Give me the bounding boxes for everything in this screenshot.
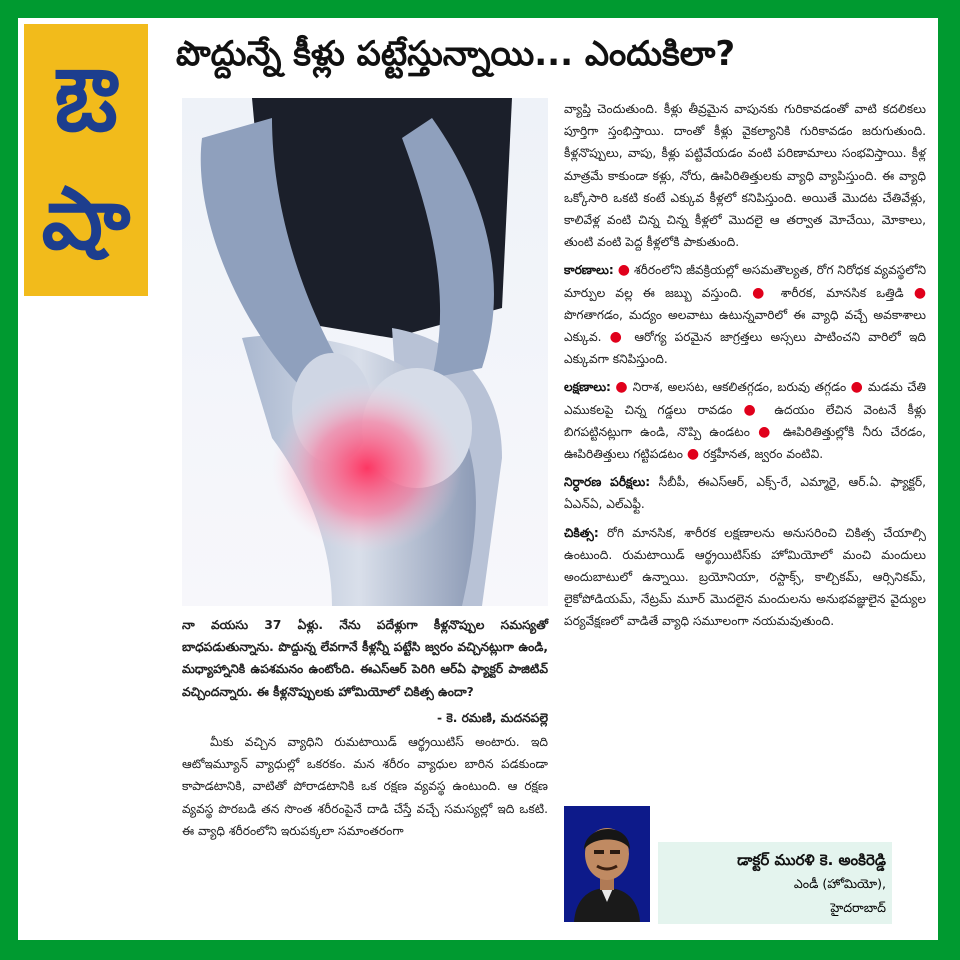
symptom-item: నిరాశ, అలసట, ఆకలితగ్గడం, బరువు తగ్గడం [632,380,847,395]
bullet-icon: ● [913,284,927,301]
causes-label: కారణాలు: [564,263,614,278]
answer-intro: మీకు వచ్చిన వ్యాధిని రుమటాయిడ్ ఆర్థ్రయిటిస్ అంటారు. ఇది ఆటోఇమ్యూన్ వ్యాధుల్లో ఒకరకం. మన శరీరం వ్యాధుల బారిన పడకుండా కాపాడటానికి, వాటితో పోరాడటానికి ఒక రక్షణ వ్యవస్థ ఉంటుంది. ఆ రక్షణ వ్యవస్థ పొరబడి తన సొంత శరీరంపైనే దాడి చేస్తే వచ్చే సమస్యల్లో ఇది ఒకటి. ఈ వ్యాధి శరీరంలోని ఇరుపక్కలా సమాంతరంగా [182,735,548,838]
author-degree: ఎండీ (హోమియో), [793,876,886,891]
treatment-text: రోగి మానసిక, శారీరక లక్షణాలను అనుసరించి చికిత్స చేయాల్సి ఉంటుంది. రుమటాయిడ్ ఆర్థ్రయిటిస్‌కు హోమియోలో మంచి మందులు అందుబాటులో ఉన్నాయి. బ్రయోనియా, రస్టాక్స్, కాల్చికమ్, ఆర్సినికమ్, లైకోపోడియమ్, నేట్రమ్ మూర్ మొదలైన మందులను అనుభవజ్ఞులైన వైద్యుల పర్యవేక్షణలో వాడితే వ్యాధి సమూలంగా నయమవుతుంది. [564,525,927,629]
symptoms-label: లక్షణాలు: [564,380,611,395]
headline: పొద్దున్నే కీళ్లు పట్టేస్తున్నాయి... ఎందుకిలా? [176,34,736,74]
treatment-section [564,522,926,633]
cause-item: శరీరంలోని జీవక్రియల్లో అసమతౌల్యత, రోగ నిరోధక వ్యవస్థలోని మార్పుల వల్ల ఈ జబ్బు వస్తుంది. [564,263,927,300]
bullet-icon: ● [850,379,864,396]
knee-pain-photo [182,98,548,606]
author-city: హైదరాబాద్ [830,900,886,915]
bullet-icon: ● [752,284,771,301]
cause-item: పొగతాగడం, మద్యం అలవాటు ఉటున్నవారిలో ఈ వ్యాధి వచ్చే అవకాశాలు ఎక్కువ. [564,307,926,345]
knee-illustration [182,98,548,606]
tests-label: నిర్ధారణ పరీక్షలు: [564,475,651,490]
reader-signature: - కె. రమణి, మదనపల్లె [437,710,548,725]
symptom-item: ఊపిరితిత్తుల్లోకి నీరు చేరడం, ఊపిరితిత్తులు గట్టిపడటం [564,424,927,462]
bullet-icon: ● [609,329,627,346]
bullet-icon: ● [615,379,629,396]
author-portrait [564,806,650,922]
author-photo [564,806,650,922]
article-page [18,18,938,940]
column-badge [24,24,148,296]
cause-item: శారీరక, మానసిక ఒత్తిడి [780,285,904,300]
reader-question: నా వయసు 37 ఏళ్లు. నేను పదేళ్లుగా కీళ్లనొప్పుల సమస్యతో బాధపడుతున్నాను. పొద్దున్న లేవగానే కీళ్లన్నీ పట్టేసి జ్వరం వచ్చినట్లుగా ఉండి, మధ్యాహ్నానికి ఉపశమనం ఉంటోంది. ఈఎస్ఆర్ పెరిగి ఆర్ఏ ఫ్యాక్టర్ పాజిటివ్ వచ్చిందన్నారు. ఈ కీళ్లనొప్పులకు హోమియోలో చికిత్స ఉందా? [182,618,548,699]
causes-section [564,259,926,370]
bullet-icon: ● [617,262,631,279]
badge-char-2: షా [41,169,131,269]
author-name: డాక్టర్ మురళి కె. అంకిరెడ్డి [737,851,886,869]
answer-continued: వ్యాప్తి చెందుతుంది. కీళ్లు తీవ్రమైన వాపునకు గురికావడంతో వాటి కదలికలు పూర్తిగా స్తంభిస్తాయి. దాంతో కీళ్లు వైకల్యానికి గురికావడం జరుగుతుంది. కీళ్లనొప్పులు, వాపు, కీళ్లు పట్టివేయడం వంటి పరిణామాలు సంభవిస్తాయి. కీళ్ల మాత్రమే కాకుండా కళ్లు, నోరు, ఊపిరితిత్తులకు వ్యాధి వ్యాపిస్తుంది. ఈ వ్యాధి ఒక్కోసారి ఒకటి కంటే ఎక్కువ కీళ్లలో కనిపిస్తుంది. అయితే మొదట చేతివేళ్లు, కాలివేళ్ల వంటి చిన్న చిన్న కీళ్లలో మొదలై ఆ తర్వాత మోచేయి, మోకాలు, తుంటి వంటి పెద్ద కీళ్లలోకి పాకుతుంది. [564,102,926,250]
answer-column [564,98,926,639]
treatment-label: చికిత్స: [564,525,599,540]
symptom-item: మడమ చేతి ఎముకలపై చిన్న గడ్డలు రావడం [564,380,927,417]
symptom-item: ఉదయం లేచిన వెంటనే కీళ్లు బిగపట్టినట్లుగా ఉండి, నొప్పి ఉండటం [564,402,926,439]
bullet-icon: ● [686,446,700,463]
tests-section [564,471,926,515]
question-answer-column [182,614,548,842]
cause-item: ఆరోగ్య పరమైన జాగ్రత్తలు అస్సలు పాటించని వారిలో ఇది ఎక్కువగా కనిపిస్తుంది. [564,330,926,367]
symptom-item: రక్తహీనత, జ్వరం వంటివి. [702,447,824,462]
symptoms-section [564,376,926,465]
tests-text: సీబీపీ, ఈఎస్ఆర్, ఎక్స్-రే, ఎమ్మారై, ఆర్.ఏ. ఫ్యాక్టర్, ఏఎన్ఏ, ఎల్ఎఫ్టీ. [564,475,926,512]
badge-char-1: ఔ [54,51,118,151]
bullet-icon: ● [743,401,764,418]
bullet-icon: ● [758,423,775,440]
author-credit [658,842,892,924]
